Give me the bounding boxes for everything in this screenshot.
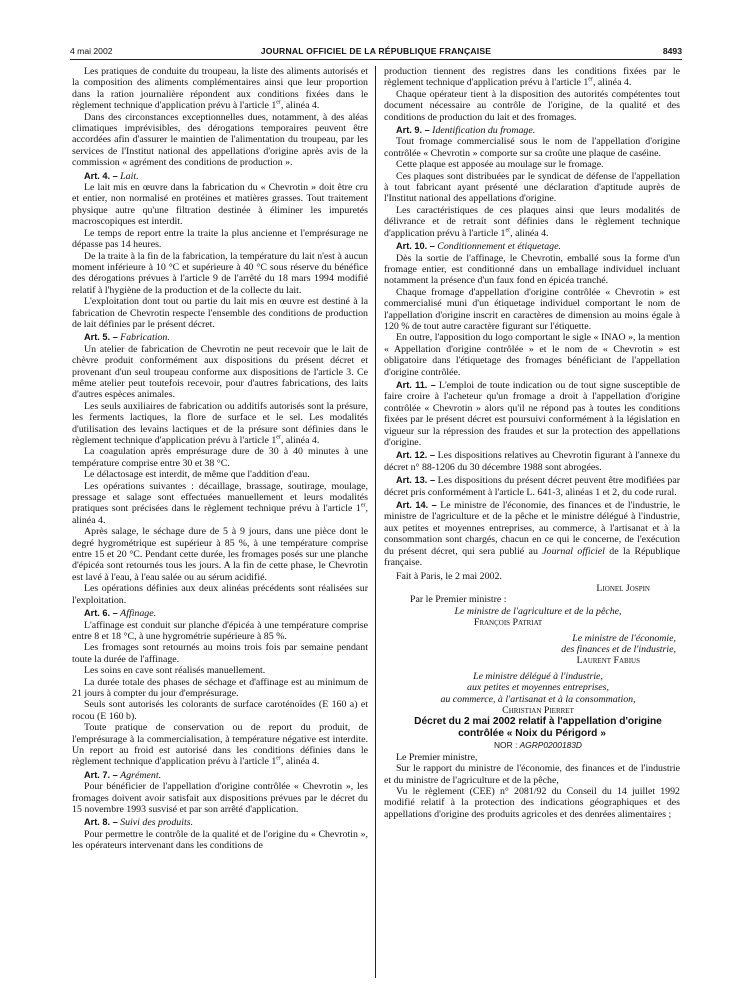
paragraph: En outre, l'apposition du logo comportant le sigle « INAO », la mention « Appellation d'origine contrôlée » et le nom de « Chevrotin » est obligatoire dans l'étiquetage des fromages bénéficiant de l'appellation d'origine contrôlée.	[384, 332, 680, 378]
article-title: Lait.	[120, 170, 139, 182]
paragraph: Un atelier de fabrication de Chevrotin ne peut recevoir que le lait de chèvre produit conformément aux dispositions du présent décret et provenant d'un seul troupeau conforme aux dispositions de l'article 3. Ce même atelier peut toutefois recevoir, pour d'autres fabrications, des laits d'autres espèces animales.	[72, 343, 368, 401]
paragraph: Le lait mis en œuvre dans la fabrication du « Chevrotin » doit être cru et entier, non normalisé en protéines et matières grasses. Tout traitement physique autre qu'une filtration destinée à éliminer les impuretés macroscopiques est interdit.	[72, 182, 368, 228]
paragraph: Vu le règlement (CEE) n° 2081/92 du Conseil du 14 juillet 1992 modifié relatif à la protection des indications géographiques et des appellations d'origine des produits agricoles et des denrées alimentaires ;	[384, 785, 680, 820]
ordinal-suffix: er	[505, 227, 511, 234]
paragraph: Sur le rapport du ministre de l'économie, des finances et de l'industrie et du ministre de l'agriculture et de la pêche,	[384, 763, 680, 786]
paragraph: Les fromages sont retournés au moins trois fois par semaine pendant toute la durée de l'affinage.	[72, 642, 368, 665]
article-label: Art. 12. –	[396, 450, 436, 461]
article-label: Art. 8. –	[84, 817, 118, 828]
minister-economy-line1: Le ministre de l'économie,	[572, 632, 676, 644]
ordinal-suffix: er	[588, 77, 593, 84]
paragraph: Les seuls auxiliaires de fabrication ou additifs autorisés sont la présure, les ferments lactiques, la flore de surface et le sel. Les modalités d'utilisation des levains lactiques et de la présure sont définies dans le règlement technique d'application prévu à l'article 1er, alinéa 4.	[72, 400, 368, 446]
article-13	[384, 475, 680, 498]
nor-code: AGRP0200183D	[519, 740, 582, 751]
nor-label: NOR :	[494, 740, 518, 751]
article-title: Conditionnement et étiquetage.	[437, 241, 561, 253]
paragraph: Dans des circonstances exceptionnelles dues, notamment, à des aléas climatiques imprévisibles, des dérogations temporaires peuvent être accordées afin d'assurer le maintien de l'alimentation du troupeau, par les services de l'Institut national des appellations d'origine après avis de la commission « agrément des conditions de production ».	[72, 111, 368, 169]
paragraph: Le Premier ministre,	[396, 751, 478, 763]
article-label: Art. 11. –	[396, 379, 436, 390]
paragraph: Ces plaques sont distribuées par le syndicat de défense de l'appellation à tout fabricant ayant présenté une déclaration d'aptitude auprès de l'Institut national des appellations d'origine.	[384, 170, 680, 205]
article-label: Art. 10. –	[396, 241, 435, 252]
paragraph: Chaque fromage d'appellation d'origine contrôlée « Chevrotin » est commercialisé muni d'un étiquetage individuel comportant le nom de l'appellation d'origine inscrit en caractères de dimension au moins égale à 120 % de tout autre caractère figurant sur l'étiquette.	[384, 286, 680, 332]
article-title: Suivi des produits.	[120, 817, 194, 829]
article-7	[72, 770, 368, 781]
article-text: Le ministre de l'économie, des finances et de l'industrie, le ministre de l'agriculture et de la pêche et le ministre délégué à l'industrie, aux petites et moyennes entreprises, au commerce, à l'artisanat et à la consommation sont chargés, chacun en ce qui le concerne, de l'exécution du présent décret, qui sera publié au	[384, 500, 681, 557]
article-9	[384, 125, 680, 136]
ordinal-suffix: er	[276, 99, 281, 106]
article-text: Les dispositions relatives au Chevrotin figurant à l'annexe du décret n° 88-1206 du 30 décembre 1988 sont abrogées.	[384, 450, 681, 473]
signing-place-date: Fait à Paris, le 2 mai 2002.	[396, 571, 502, 583]
right-column	[384, 66, 680, 820]
minister-delegate-line2: aux petites et moyennes entreprises,	[467, 682, 609, 694]
nor-reference	[384, 740, 680, 751]
article-14	[384, 500, 680, 568]
article-8	[72, 817, 368, 828]
article-label: Art. 9. –	[396, 125, 430, 136]
paragraph: Les soins en cave sont réalisés manuellement.	[84, 665, 266, 677]
paragraph: Le délactosage est interdit, de même que l'addition d'eau.	[84, 469, 310, 481]
ordinal-suffix: er	[360, 503, 366, 510]
paragraph: production tiennent des registres dans les conditions fixées par le règlement technique d'application prévu à l'article 1er, alinéa 4.	[384, 66, 680, 89]
minister-agriculture: Le ministre de l'agriculture et de la pêche,	[454, 605, 622, 617]
ordinal-suffix: er	[276, 756, 281, 763]
paragraph: De la traite à la fin de la fabrication, la température du lait n'est à aucun moment inférieure à 10 °C et supérieure à 40 °C sous réserve du bénéfice des dérogations prévues à l'article 9 de l'arrêté du 18 mars 1994 modifié relatif à l'hygiène de la production et de la collecte du lait.	[72, 250, 368, 296]
article-11	[384, 380, 680, 448]
signature-fabius: Laurent Fabius	[576, 655, 640, 667]
article-label: Art. 6. –	[84, 608, 118, 619]
header-journal-title: JOURNAL OFFICIEL DE LA RÉPUBLIQUE FRANÇAISE	[260, 46, 492, 56]
paragraph: La durée totale des phases de séchage et d'affinage est au minimum de 21 jours à compter du jour d'emprésurage.	[72, 676, 368, 699]
article-6	[72, 608, 368, 619]
article-title: Identification du fromage.	[432, 125, 536, 137]
decree-title: Décret du 2 mai 2002 relatif à l'appellation d'origine contrôlée « Noix du Périgord »	[414, 716, 662, 740]
article-text: de la République française.	[384, 545, 681, 569]
paragraph: Les opérations définies aux deux alinéas précédents sont réalisées sur l'exploitation.	[72, 583, 368, 606]
article-5	[72, 332, 368, 343]
paragraph: Dès la sortie de l'affinage, le Chevrotin, emballé sous la forme d'un fromage entier, est conditionné dans un emballage individuel incluant notamment la présence d'un faux fond en épicéa tranché.	[384, 252, 680, 287]
header-rule	[70, 59, 682, 60]
article-title: Affinage.	[120, 608, 157, 620]
signature-patriat: François Patriat	[473, 617, 543, 629]
paragraph: Les caractéristiques de ces plaques ainsi que leurs modalités de délivrance et de retrait sont définies dans le règlement technique d'application prévu à l'article 1er, alinéa 4.	[384, 204, 680, 239]
article-title: Fabrication.	[120, 332, 170, 344]
article-label: Art. 5. –	[84, 332, 118, 343]
paragraph: Chaque opérateur tient à la disposition des autorités compétentes tout document nécessaire au contrôle de l'origine, de la qualité et des conditions de production du lait et des fromages.	[384, 88, 680, 123]
paragraph: Seuls sont autorisés les colorants de surface caroténoïdes (E 160 a) et rocou (E 160 b).	[72, 699, 368, 722]
paragraph: Tout fromage commercialisé sous le nom de l'appellation d'origine contrôlée « Chevrotin » comporte sur sa croûte une plaque de caséine.	[384, 136, 680, 159]
paragraph: Toute pratique de conservation ou de report du produit, de l'emprésurage à la commercialisation, à température négative est interdite. Un report au froid est autorisé dans les conditions définies dans le règlement technique d'application prévu à l'article 1er, alinéa 4.	[72, 722, 368, 768]
signature-jospin: Lionel Jospin	[596, 582, 650, 594]
article-10	[384, 241, 680, 252]
article-label: Art. 7. –	[84, 769, 118, 780]
minister-delegate-line3: au commerce, à l'artisanat et à la consommation,	[440, 693, 636, 705]
article-4	[72, 171, 368, 182]
paragraph: Pour permettre le contrôle de la qualité et de l'origine du « Chevrotin », les opérateurs intervenant dans les conditions de	[72, 828, 368, 852]
paragraph: L'affinage est conduit sur planche d'épicéa à une température comprise entre 8 et 18 °C, à une hygrométrie supérieure à 85 %.	[72, 619, 368, 642]
paragraph: La coagulation après emprésurage dure de 30 à 40 minutes à une température comprise entre 30 et 38 °C.	[72, 446, 368, 469]
paragraph: Les pratiques de conduite du troupeau, la liste des aliments autorisés et la composition des aliments complémentaires ainsi que leur proportion dans la ration journalière répondent aux conditions fixées dans le règlement technique d'application prévu à l'article 1er, alinéa 4.	[72, 66, 368, 112]
minister-delegate-line1: Le ministre délégué à l'industrie,	[473, 670, 603, 682]
header-date: 4 mai 2002	[70, 46, 113, 56]
left-column	[72, 66, 368, 852]
par-premier-ministre: Par le Premier ministre :	[410, 594, 507, 606]
paragraph: Les opérations suivantes : décaillage, brassage, soutirage, moulage, pressage et salage sont effectuées manuellement et leurs modalités pratiques sont précisées dans le règlement technique prévu à l'article 1er, alinéa 4.	[72, 480, 368, 526]
minister-economy-line2: des finances et de l'industrie,	[561, 643, 676, 655]
page-header	[70, 46, 682, 60]
signature-pierret: Christian Pierret	[502, 704, 574, 716]
paragraph: Après salage, le séchage dure de 5 à 9 jours, dans une pièce dont le degré hygrométrique est supérieur à 85 %, à une température comprise entre 15 et 20 °C. Pendant cette durée, les fromages posés sur une planche d'épicéa sont retournés tous les jours. A la fin de cette phase, le Chevrotin est lavé à l'eau, à l'eau salée ou au sérum acidifié.	[72, 526, 368, 583]
article-text: Les dispositions du présent décret peuvent être modifiées par décret pris conformément à l'article L. 641-3, alinéas 1 et 2, du code rural.	[384, 475, 680, 498]
journal-officiel-ref: Journal officiel	[542, 545, 605, 557]
column-divider	[375, 66, 376, 978]
paragraph: Cette plaque est apposée au moulage sur le fromage.	[396, 159, 604, 171]
paragraph: Le temps de report entre la traite la plus ancienne et l'emprésurage ne dépasse pas 14 heures.	[72, 227, 368, 251]
article-label: Art. 4. –	[84, 170, 118, 181]
article-label: Art. 13. –	[396, 475, 436, 486]
ordinal-suffix: er	[276, 434, 281, 441]
paragraph: Pour bénéficier de l'appellation d'origine contrôlée « Chevrotin », les fromages doivent avoir satisfait aux dispositions prévues par le décret du 15 novembre 1993 susvisé et par son arrêté d'application.	[72, 781, 368, 815]
article-title: Agrément.	[120, 769, 162, 781]
header-page-number: 8493	[662, 46, 682, 56]
paragraph: L'exploitation dont tout ou partie du lait mis en œuvre est destiné à la fabrication de Chevrotin respecte l'ensemble des conditions de production de lait définies par le présent décret.	[72, 296, 368, 330]
article-label: Art. 14. –	[396, 500, 437, 511]
article-12	[384, 450, 680, 473]
article-text: L'emploi de toute indication ou de tout signe susceptible de faire croire à l'acheteur qu'un fromage a droit à l'appellation d'origine contrôlée « Chevrotin » alors qu'il ne répond pas à toutes les conditions fixées par le présent décret est poursuivi conformément à la législation en vigueur sur la répression des fraudes et sur la protection des appellations d'origine.	[384, 379, 680, 448]
